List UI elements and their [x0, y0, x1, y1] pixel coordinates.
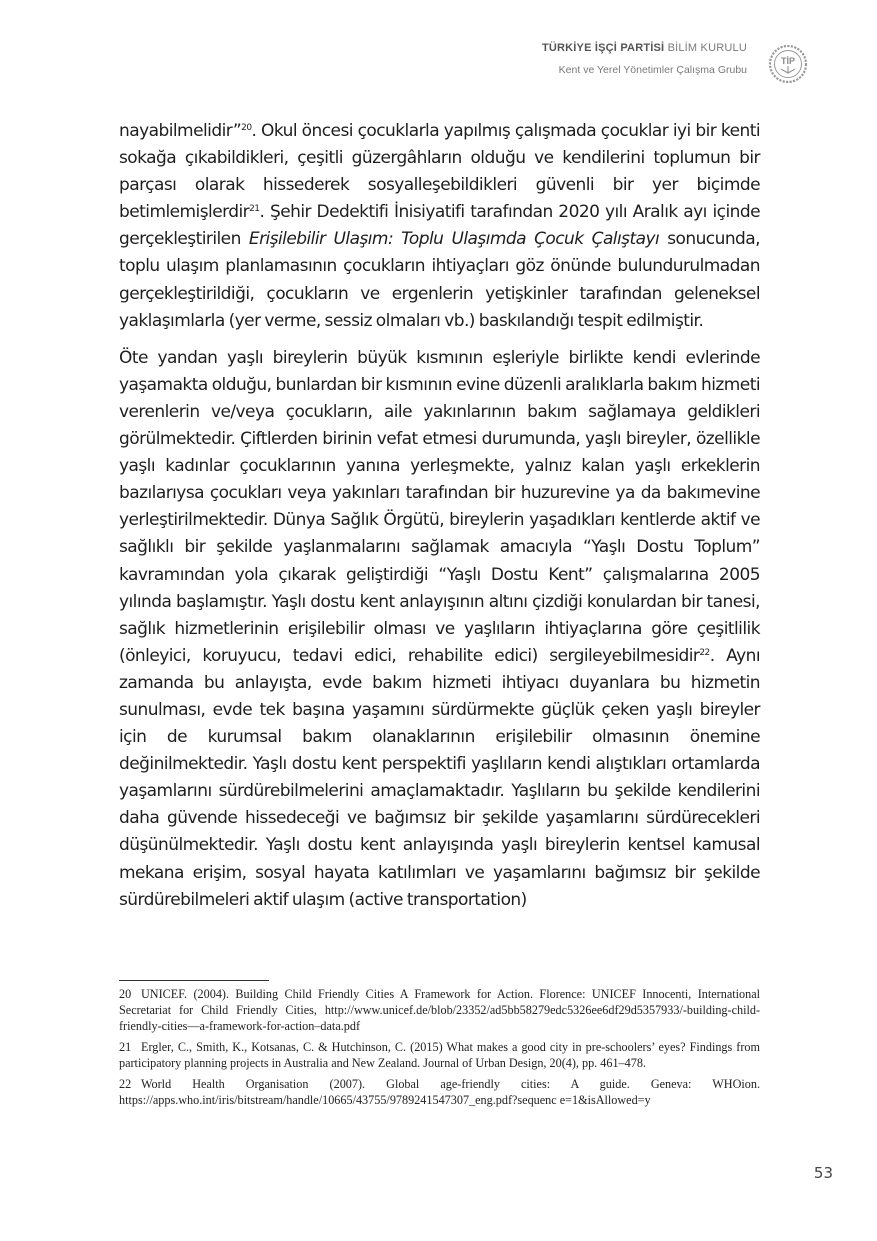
- footnote-text: UNICEF. (2004). Building Child Friendly Cities A Framework for Action. Florence: UNICEF Innocenti, International Secretariat for Child Friendly Cities, http://www.unicef.de/blob/23352/ad5bb58279edc5326ee6df29d5357933/-building-child-friendly-cities—a-framework-for-action–data.pdf: [119, 987, 760, 1033]
- text-run: . Şehir Dedektifi İnisiyatifi tarafından 2020 yılı Aralık ayı içinde gerçekleştirilen: [119, 202, 760, 250]
- footnote-22: [119, 1076, 760, 1108]
- text-run: . Okul öncesi çocuklarla yapılmış çalışmada çocuklar iyi bir kenti sokağa çıkabildikleri, çeşitli güzergâhların olduğu ve kendilerini toplumun bir parçası olarak hissederek sosyalleşebildikleri güvenli bir yer biçimde betimlemişlerdir: [119, 121, 760, 223]
- footnote-20: [119, 986, 760, 1034]
- header-org-rest: BİLİM KURULU: [664, 42, 747, 54]
- header-group: Kent ve Yerel Yönetimler Çalışma Grubu: [558, 64, 747, 76]
- header-organization: [542, 40, 747, 56]
- footnote-ref-20[interactable]: 20: [241, 123, 252, 133]
- footnote-ref-21[interactable]: 21: [249, 204, 260, 215]
- footnote-ref-22[interactable]: 22: [699, 647, 710, 658]
- tip-logo-icon: [768, 44, 808, 84]
- header-org-bold: TÜRKİYE İŞÇİ PARTİSİ: [541, 42, 665, 54]
- footnote-separator: [119, 980, 269, 981]
- footnote-number: 21: [119, 1040, 132, 1054]
- italic-title: Erişilebilir Ulaşım: Toplu Ulaşımda Çocuk Çalıştayı: [248, 229, 660, 250]
- footnote-text: Ergler, C., Smith, K., Kotsanas, C. & Hutchinson, C. (2015) What makes a good city in pre-schoolers’ eyes? Findings from participatory planning projects in Australia and New Zealand. Journal of Urban Design, 20(4), pp. 461–478.: [119, 1040, 760, 1070]
- footnotes: [119, 986, 760, 1113]
- paragraph-2: [119, 345, 760, 914]
- main-text: [119, 118, 760, 924]
- text-run: . Aynı zamanda bu anlayışta, evde bakım hizmeti ihtiyacı duyanlara bu hizmetin sunulması, evde tek başına yaşamını sürdürmekte güçlük çeken yaşlı bireyler için de kurumsal bakım olanaklarının erişilebilir olmasının önemine değinilmektedir. Yaşlı dostu kent perspektifi yaşlıların kendi alıştıkları ortamlarda yaşamlarını sürdürebilmelerini amaçlamaktadır. Yaşlıların bu şekilde kendilerini daha güvende hissedeceği ve bağımsız bir şekilde yaşamlarını sürdürecekleri düşünülmektedir. Yaşlı dostu kent anlayışında yaşlı bireylerin kentsel kamusal mekana erişim, sosyal hayata katılımları ve yaşamlarını bağımsız bir şekilde sürdürebilmeleri aktif ulaşım (active transportation): [119, 645, 760, 910]
- page-number: 53: [813, 1164, 833, 1182]
- footnote-text: World Health Organisation (2007). Global age-friendly cities: A guide. Geneva: WHOion. https://apps.who.int/iris/bitstream/handle/10665/43755/9789241547307_eng.pdf?sequenc e=1&isAllowed=y: [119, 1077, 760, 1107]
- footnote-21: [119, 1039, 760, 1071]
- text-run: sonucunda, toplu ulaşım planlamasının çocukların ihtiyaçları göz önünde bulundurulmadan gerçekleştirildiği, çocukların ve ergenlerin yetişkinler tarafından geleneksel yaklaşımlarla (yer verme, sessiz olmaları vb.) baskılandığı tespit edilmiştir.: [119, 229, 761, 331]
- text-run: Öte yandan yaşlı bireylerin büyük kısmının eşleriyle birlikte kendi evlerinde yaşamakta olduğu, bunlardan bir kısmının evine düzenli aralıklarla bakım hizmeti verenlerin ve/veya çocukların, aile yakınlarının bakım sağlamaya geldikleri görülmektedir. Çiftlerden birinin vefat etmesi durumunda, yaşlı bireyler, özellikle yaşlı kadınlar çocuklarının yanına yerleşmekte, yalnız kalan yaşlı erkeklerin bazılarıysa çocukları veya yakınları tarafından bir huzurevine ya da bakımevine yerleştirilmektedir. Dünya Sağlık Örgütü, bireylerin yaşadıkları kentlerde aktif ve sağlıklı bir şekilde yaşlanmalarını sağlamak amacıyla “Yaşlı Dostu Toplum” kavramından yola çıkarak geliştirdiği “Yaşlı Dostu Kent” çalışmalarına 2005 yılında başlamıştır. Yaşlı dostu kent anlayışının altını çizdiği konulardan bir tanesi, sağlık hizmetlerinin erişilebilir olması ve yaşlıların ihtiyaçlarına göre çeşitlilik (önleyici, koruyucu, tedavi edici, rehabilite edici) sergileyebilmesidir: [119, 347, 760, 666]
- text-run: nayabilmelidir”: [119, 121, 242, 141]
- running-header: [542, 40, 747, 80]
- paragraph-1: [119, 118, 760, 335]
- logo-text: TİP: [780, 56, 796, 66]
- footnote-number: 22: [119, 1077, 132, 1091]
- footnote-number: 20: [119, 987, 132, 1001]
